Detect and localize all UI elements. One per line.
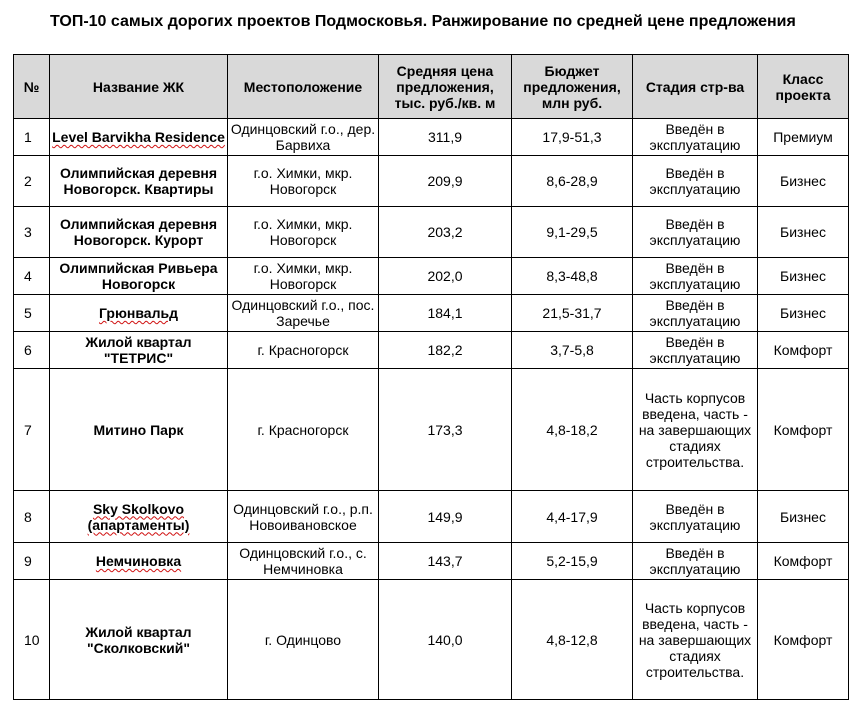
- col-header-price: Средняя цена предложения, тыс. руб./кв. м: [379, 55, 512, 119]
- cell-location: Одинцовский г.о., с. Немчиновка: [228, 543, 379, 580]
- cell-budget: 21,5-31,7: [512, 295, 633, 332]
- cell-location: г.о. Химки, мкр. Новогорск: [228, 258, 379, 295]
- table-row: [14, 369, 849, 491]
- cell-name: Грюнвальд: [50, 295, 228, 332]
- col-header-location: Местоположение: [228, 55, 379, 119]
- col-header-name: Название ЖК: [50, 55, 228, 119]
- cell-price: 203,2: [379, 207, 512, 258]
- cell-budget: 4,8-18,2: [512, 369, 633, 491]
- table-row: [14, 332, 849, 369]
- cell-price: 182,2: [379, 332, 512, 369]
- cell-class: Бизнес: [758, 207, 849, 258]
- table-row: [14, 119, 849, 156]
- cell-name: Жилой квартал "ТЕТРИС": [50, 332, 228, 369]
- cell-stage: Введён в эксплуатацию: [633, 491, 758, 543]
- table-row: [14, 491, 849, 543]
- col-header-stage: Стадия стр-ва: [633, 55, 758, 119]
- cell-location: г.о. Химки, мкр. Новогорск: [228, 156, 379, 207]
- cell-num: 9: [14, 543, 50, 580]
- cell-price: 140,0: [379, 580, 512, 700]
- cell-name: Митино Парк: [50, 369, 228, 491]
- col-header-class: Класс проекта: [758, 55, 849, 119]
- cell-stage: Часть корпусов введена, часть - на завершающих стадиях строительства.: [633, 369, 758, 491]
- cell-num: 10: [14, 580, 50, 700]
- table-row: [14, 295, 849, 332]
- cell-budget: 17,9-51,3: [512, 119, 633, 156]
- table-row: [14, 580, 849, 700]
- table-header: [14, 55, 849, 119]
- cell-class: Комфорт: [758, 543, 849, 580]
- cell-price: 143,7: [379, 543, 512, 580]
- cell-budget: 9,1-29,5: [512, 207, 633, 258]
- cell-stage: Введён в эксплуатацию: [633, 543, 758, 580]
- cell-class: Бизнес: [758, 258, 849, 295]
- cell-price: 173,3: [379, 369, 512, 491]
- cell-name: Немчиновка: [50, 543, 228, 580]
- cell-class: Комфорт: [758, 369, 849, 491]
- cell-num: 3: [14, 207, 50, 258]
- table-row: [14, 156, 849, 207]
- cell-num: 1: [14, 119, 50, 156]
- cell-stage: Часть корпусов введена, часть - на завершающих стадиях строительства.: [633, 580, 758, 700]
- projects-table: [13, 54, 849, 700]
- cell-num: 4: [14, 258, 50, 295]
- cell-stage: Введён в эксплуатацию: [633, 295, 758, 332]
- page-title: ТОП-10 самых дорогих проектов Подмосковья. Ранжирование по средней цене предложения: [50, 13, 796, 30]
- cell-price: 311,9: [379, 119, 512, 156]
- cell-stage: Введён в эксплуатацию: [633, 258, 758, 295]
- cell-location: г.о. Химки, мкр. Новогорск: [228, 207, 379, 258]
- cell-location: Одинцовский г.о., пос. Заречье: [228, 295, 379, 332]
- table-row: [14, 207, 849, 258]
- cell-stage: Введён в эксплуатацию: [633, 332, 758, 369]
- cell-name: Level Barvikha Residence: [50, 119, 228, 156]
- cell-class: Бизнес: [758, 491, 849, 543]
- cell-location: Одинцовский г.о., дер. Барвиха: [228, 119, 379, 156]
- cell-class: Бизнес: [758, 295, 849, 332]
- cell-name: Олимпийская деревня Новогорск. Квартиры: [50, 156, 228, 207]
- cell-num: 7: [14, 369, 50, 491]
- cell-budget: 5,2-15,9: [512, 543, 633, 580]
- cell-stage: Введён в эксплуатацию: [633, 207, 758, 258]
- cell-location: г. Красногорск: [228, 332, 379, 369]
- cell-price: 184,1: [379, 295, 512, 332]
- header-row: [14, 55, 849, 119]
- cell-name: Олимпийская Ривьера Новогорск: [50, 258, 228, 295]
- cell-budget: 8,3-48,8: [512, 258, 633, 295]
- cell-location: г. Красногорск: [228, 369, 379, 491]
- cell-price: 202,0: [379, 258, 512, 295]
- table-row: [14, 543, 849, 580]
- cell-price: 209,9: [379, 156, 512, 207]
- cell-location: г. Одинцово: [228, 580, 379, 700]
- cell-num: 5: [14, 295, 50, 332]
- cell-name: Олимпийская деревня Новогорск. Курорт: [50, 207, 228, 258]
- cell-location: Одинцовский г.о., р.п. Новоивановское: [228, 491, 379, 543]
- cell-price: 149,9: [379, 491, 512, 543]
- cell-num: 6: [14, 332, 50, 369]
- cell-stage: Введён в эксплуатацию: [633, 119, 758, 156]
- cell-name: Жилой квартал "Сколковский": [50, 580, 228, 700]
- cell-stage: Введён в эксплуатацию: [633, 156, 758, 207]
- col-header-budget: Бюджет предложения, млн руб.: [512, 55, 633, 119]
- cell-num: 8: [14, 491, 50, 543]
- cell-name: Sky Skolkovo (апартаменты): [50, 491, 228, 543]
- cell-budget: 8,6-28,9: [512, 156, 633, 207]
- cell-class: Бизнес: [758, 156, 849, 207]
- table-row: [14, 258, 849, 295]
- cell-class: Комфорт: [758, 332, 849, 369]
- col-header-num: №: [14, 55, 50, 119]
- cell-class: Комфорт: [758, 580, 849, 700]
- table-body: [14, 119, 849, 700]
- cell-class: Премиум: [758, 119, 849, 156]
- cell-budget: 4,4-17,9: [512, 491, 633, 543]
- cell-budget: 3,7-5,8: [512, 332, 633, 369]
- cell-num: 2: [14, 156, 50, 207]
- cell-budget: 4,8-12,8: [512, 580, 633, 700]
